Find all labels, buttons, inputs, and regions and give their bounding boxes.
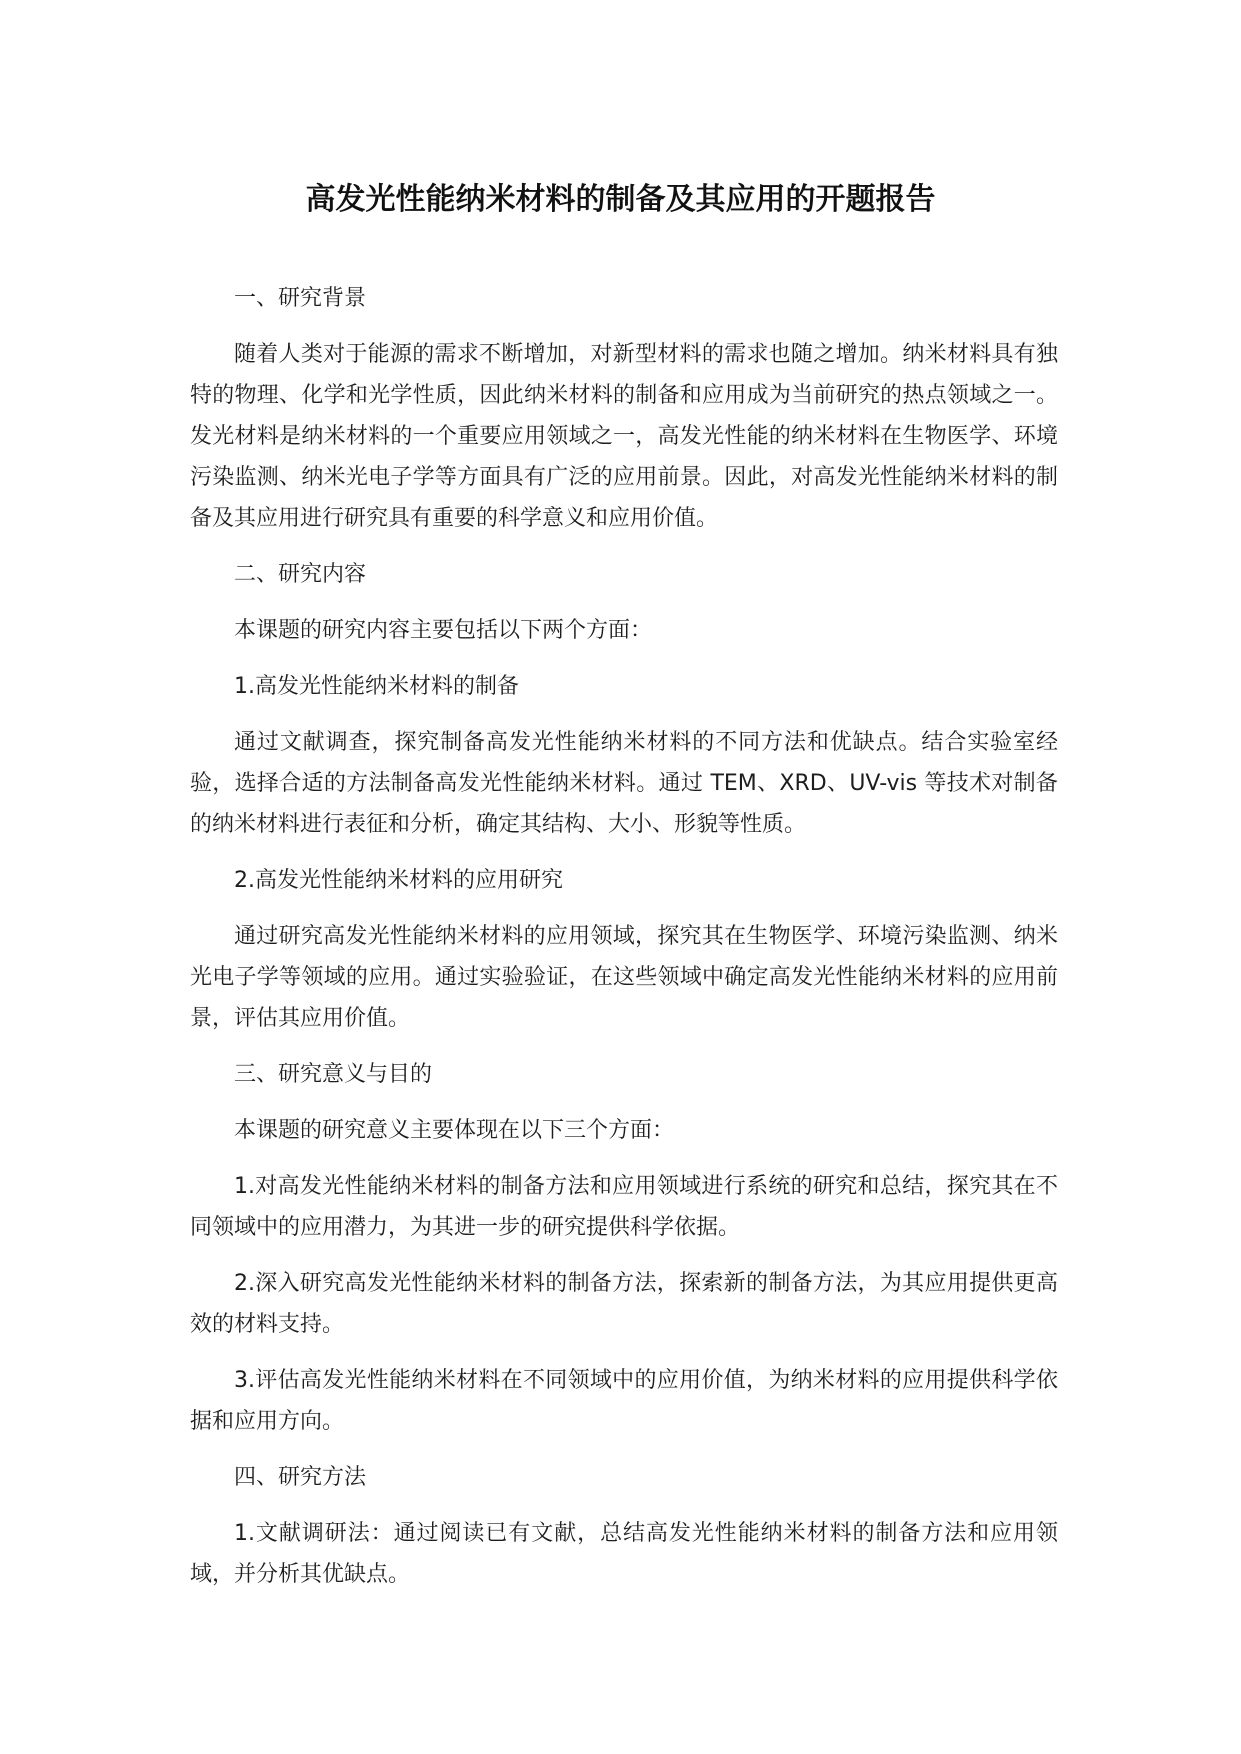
significance-item1: 1.对高发光性能纳米材料的制备方法和应用领域进行系统的研究和总结，探究其在不同领域中的应用潜力，为其进一步的研究提供科学依据。 bbox=[190, 1174, 1058, 1240]
content-item1-text: 通过文献调查，探究制备高发光性能纳米材料的不同方法和优缺点。结合实验室经验，选择合适的方法制备高发光性能纳米材料。通过 TEM、XRD、UV-vis 等技术对制备的纳米材料进行表征和分析，确定其结构、大小、形貌等性质。 bbox=[190, 730, 1058, 837]
document-body bbox=[190, 278, 1058, 1610]
content-item2-text: 通过研究高发光性能纳米材料的应用领域，探究其在生物医学、环境污染监测、纳米光电子学等领域的应用。通过实验验证，在这些领域中确定高发光性能纳米材料的应用前景，评估其应用价值。 bbox=[190, 924, 1058, 1031]
content-item2-title: 2.高发光性能纳米材料的应用研究 bbox=[234, 868, 563, 893]
significance-item2: 2.深入研究高发光性能纳米材料的制备方法，探索新的制备方法，为其应用提供更高效的材料支持。 bbox=[190, 1271, 1058, 1337]
content-item1-title: 1.高发光性能纳米材料的制备 bbox=[234, 674, 519, 699]
section-heading-background: 一、研究背景 bbox=[234, 286, 367, 311]
significance-item3: 3.评估高发光性能纳米材料在不同领域中的应用价值，为纳米材料的应用提供科学依据和应用方向。 bbox=[190, 1368, 1058, 1434]
paragraph-significance-intro: 本课题的研究意义主要体现在以下三个方面： bbox=[234, 1118, 675, 1143]
paragraph-content-intro: 本课题的研究内容主要包括以下两个方面： bbox=[234, 618, 653, 643]
document-title: 高发光性能纳米材料的制备及其应用的开题报告 bbox=[305, 182, 936, 217]
methods-item1: 1.文献调研法：通过阅读已有文献，总结高发光性能纳米材料的制备方法和应用领域，并分析其优缺点。 bbox=[190, 1521, 1058, 1587]
section-heading-methods: 四、研究方法 bbox=[234, 1465, 367, 1490]
section-heading-content: 二、研究内容 bbox=[234, 562, 367, 587]
section-heading-significance: 三、研究意义与目的 bbox=[234, 1062, 433, 1087]
paragraph-background: 随着人类对于能源的需求不断增加，对新型材料的需求也随之增加。纳米材料具有独特的物理、化学和光学性质，因此纳米材料的制备和应用成为当前研究的热点领域之一。发光材料是纳米材料的一个重要应用领域之一，高发光性能的纳米材料在生物医学、环境污染监测、纳米光电子学等方面具有广泛的应用前景。因此，对高发光性能纳米材料的制备及其应用进行研究具有重要的科学意义和应用价值。 bbox=[190, 342, 1058, 531]
